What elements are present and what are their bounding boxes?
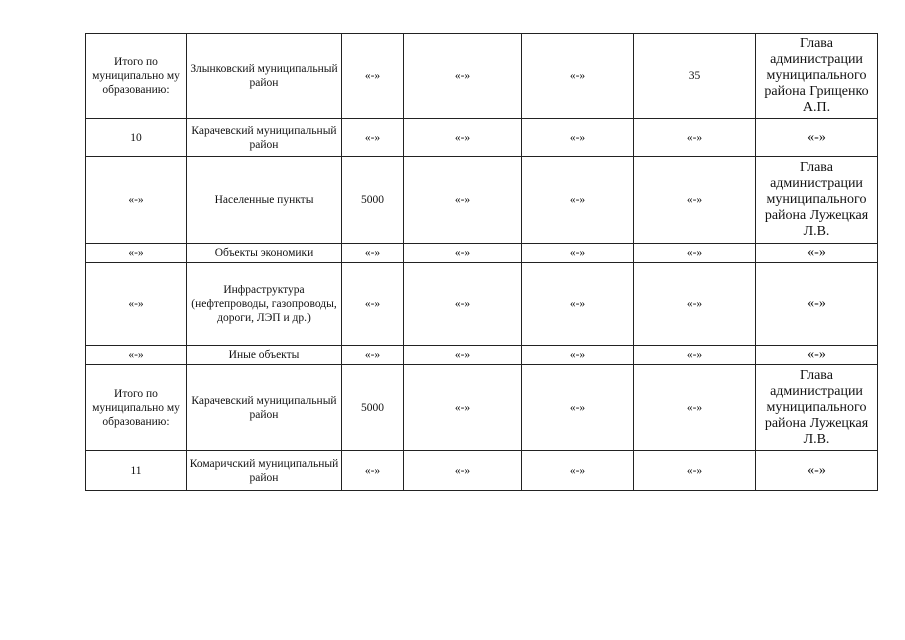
cell-object (187, 451, 342, 491)
cell-value-4-text: «-» (686, 131, 703, 144)
cell-object-text: Инфраструктура (нефтепроводы, газопроводы, дороги, ЛЭП и др.) (191, 284, 337, 324)
cell-value-3-text: «-» (569, 401, 586, 414)
cell-value-2 (404, 346, 522, 365)
cell-value-2 (404, 263, 522, 346)
table-row (86, 34, 878, 119)
cell-value-4 (634, 157, 756, 244)
cell-object-text: Населенные пункты (214, 194, 314, 206)
table-row (86, 365, 878, 451)
cell-number (86, 365, 187, 451)
cell-value-2-text: «-» (454, 247, 471, 259)
cell-responsible (756, 365, 878, 451)
cell-number-text: 10 (130, 131, 142, 144)
cell-responsible (756, 346, 878, 365)
cell-value-3-text: «-» (569, 247, 586, 259)
cell-value-2 (404, 119, 522, 157)
cell-object-text: Иные объекты (228, 349, 300, 361)
cell-object (187, 263, 342, 346)
cell-responsible (756, 119, 878, 157)
cell-responsible (756, 157, 878, 244)
cell-value-3 (522, 451, 634, 491)
cell-value-3-text: «-» (569, 298, 586, 310)
table-row (86, 157, 878, 244)
cell-value-2-text: «-» (454, 70, 471, 82)
cell-responsible-text: Глава администрации муниципального района Лужецкая Л.В. (764, 160, 869, 239)
cell-value-1 (342, 157, 404, 244)
cell-value-1 (342, 365, 404, 451)
cell-value-3-text: «-» (569, 194, 586, 206)
cell-value-1 (342, 119, 404, 157)
cell-object-text: Карачевский муниципальный район (191, 124, 337, 151)
cell-object-text: Комаричский муниципальный район (189, 457, 339, 484)
cell-value-1 (342, 263, 404, 346)
cell-object-text: Объекты экономики (214, 247, 314, 259)
cell-responsible-text: «-» (807, 347, 826, 362)
cell-value-4-text: 35 (688, 70, 701, 82)
cell-value-1-text: «-» (364, 464, 381, 477)
cell-number-text: «-» (128, 247, 144, 259)
cell-value-3-text: «-» (569, 349, 586, 361)
cell-object (187, 34, 342, 119)
cell-object (187, 346, 342, 365)
cell-value-3-text: «-» (569, 464, 586, 477)
cell-value-4-text: «-» (686, 247, 703, 259)
cell-number-text: «-» (128, 194, 144, 206)
cell-value-3 (522, 244, 634, 263)
cell-responsible-text: Глава администрации муниципального района Лужецкая Л.В. (764, 367, 869, 447)
cell-value-1 (342, 346, 404, 365)
table-row (86, 263, 878, 346)
cell-value-1-text: 5000 (361, 194, 384, 206)
cell-object (187, 157, 342, 244)
cell-value-4-text: «-» (686, 464, 703, 477)
cell-value-3 (522, 119, 634, 157)
cell-object-text: Злынковский муниципальный район (190, 63, 338, 89)
cell-responsible (756, 34, 878, 119)
plan-table (85, 33, 878, 491)
cell-value-4 (634, 346, 756, 365)
cell-responsible (756, 244, 878, 263)
cell-value-2-text: «-» (454, 131, 471, 144)
cell-value-4-text: «-» (686, 298, 703, 310)
cell-value-3 (522, 34, 634, 119)
cell-value-3 (522, 346, 634, 365)
cell-responsible (756, 451, 878, 491)
cell-value-1 (342, 451, 404, 491)
cell-value-4 (634, 263, 756, 346)
cell-value-2 (404, 451, 522, 491)
cell-value-3 (522, 157, 634, 244)
cell-value-1 (342, 34, 404, 119)
table-row (86, 346, 878, 365)
cell-value-2-text: «-» (454, 464, 471, 477)
cell-value-2-text: «-» (454, 401, 471, 414)
cell-value-1 (342, 244, 404, 263)
cell-value-1-text: «-» (364, 349, 381, 361)
cell-value-2-text: «-» (454, 298, 471, 310)
cell-number (86, 157, 187, 244)
cell-number (86, 34, 187, 119)
table-row (86, 244, 878, 263)
cell-number (86, 346, 187, 365)
cell-value-4 (634, 451, 756, 491)
cell-value-2 (404, 34, 522, 119)
cell-value-2-text: «-» (454, 194, 471, 206)
cell-value-1-text: «-» (364, 70, 381, 82)
cell-value-3-text: «-» (569, 70, 586, 82)
cell-object (187, 119, 342, 157)
cell-number-text: 11 (130, 464, 142, 477)
cell-value-2 (404, 365, 522, 451)
cell-value-2 (404, 244, 522, 263)
cell-value-4 (634, 34, 756, 119)
cell-value-4-text: «-» (686, 194, 703, 206)
cell-value-2-text: «-» (454, 349, 471, 361)
cell-responsible-text: «-» (807, 462, 826, 478)
cell-responsible-text: Глава администрации муниципального района Грищенко А.П. (764, 36, 869, 115)
table-row (86, 119, 878, 157)
cell-number (86, 244, 187, 263)
cell-responsible-text: «-» (807, 296, 826, 311)
cell-responsible-text: «-» (807, 245, 826, 260)
cell-number-text: Итого по муниципально му образованию: (92, 387, 180, 428)
cell-object (187, 365, 342, 451)
cell-responsible-text: «-» (807, 129, 826, 145)
cell-object (187, 244, 342, 263)
cell-value-2 (404, 157, 522, 244)
cell-value-4 (634, 244, 756, 263)
cell-value-1-text: «-» (364, 131, 381, 144)
cell-responsible (756, 263, 878, 346)
cell-value-3 (522, 263, 634, 346)
cell-number-text: «-» (128, 298, 144, 310)
cell-number (86, 451, 187, 491)
cell-number (86, 263, 187, 346)
cell-value-4-text: «-» (686, 349, 703, 361)
cell-value-4 (634, 365, 756, 451)
cell-number-text: «-» (128, 349, 144, 361)
cell-value-1-text: 5000 (361, 401, 384, 414)
cell-value-3-text: «-» (569, 131, 586, 144)
cell-object-text: Карачевский муниципальный район (191, 394, 337, 421)
cell-value-3 (522, 365, 634, 451)
cell-value-1-text: «-» (364, 247, 381, 259)
cell-number-text: Итого по муниципально му образованию: (92, 56, 180, 96)
cell-value-1-text: «-» (364, 298, 381, 310)
table-row (86, 451, 878, 491)
cell-value-4 (634, 119, 756, 157)
cell-value-4-text: «-» (686, 401, 703, 414)
cell-number (86, 119, 187, 157)
